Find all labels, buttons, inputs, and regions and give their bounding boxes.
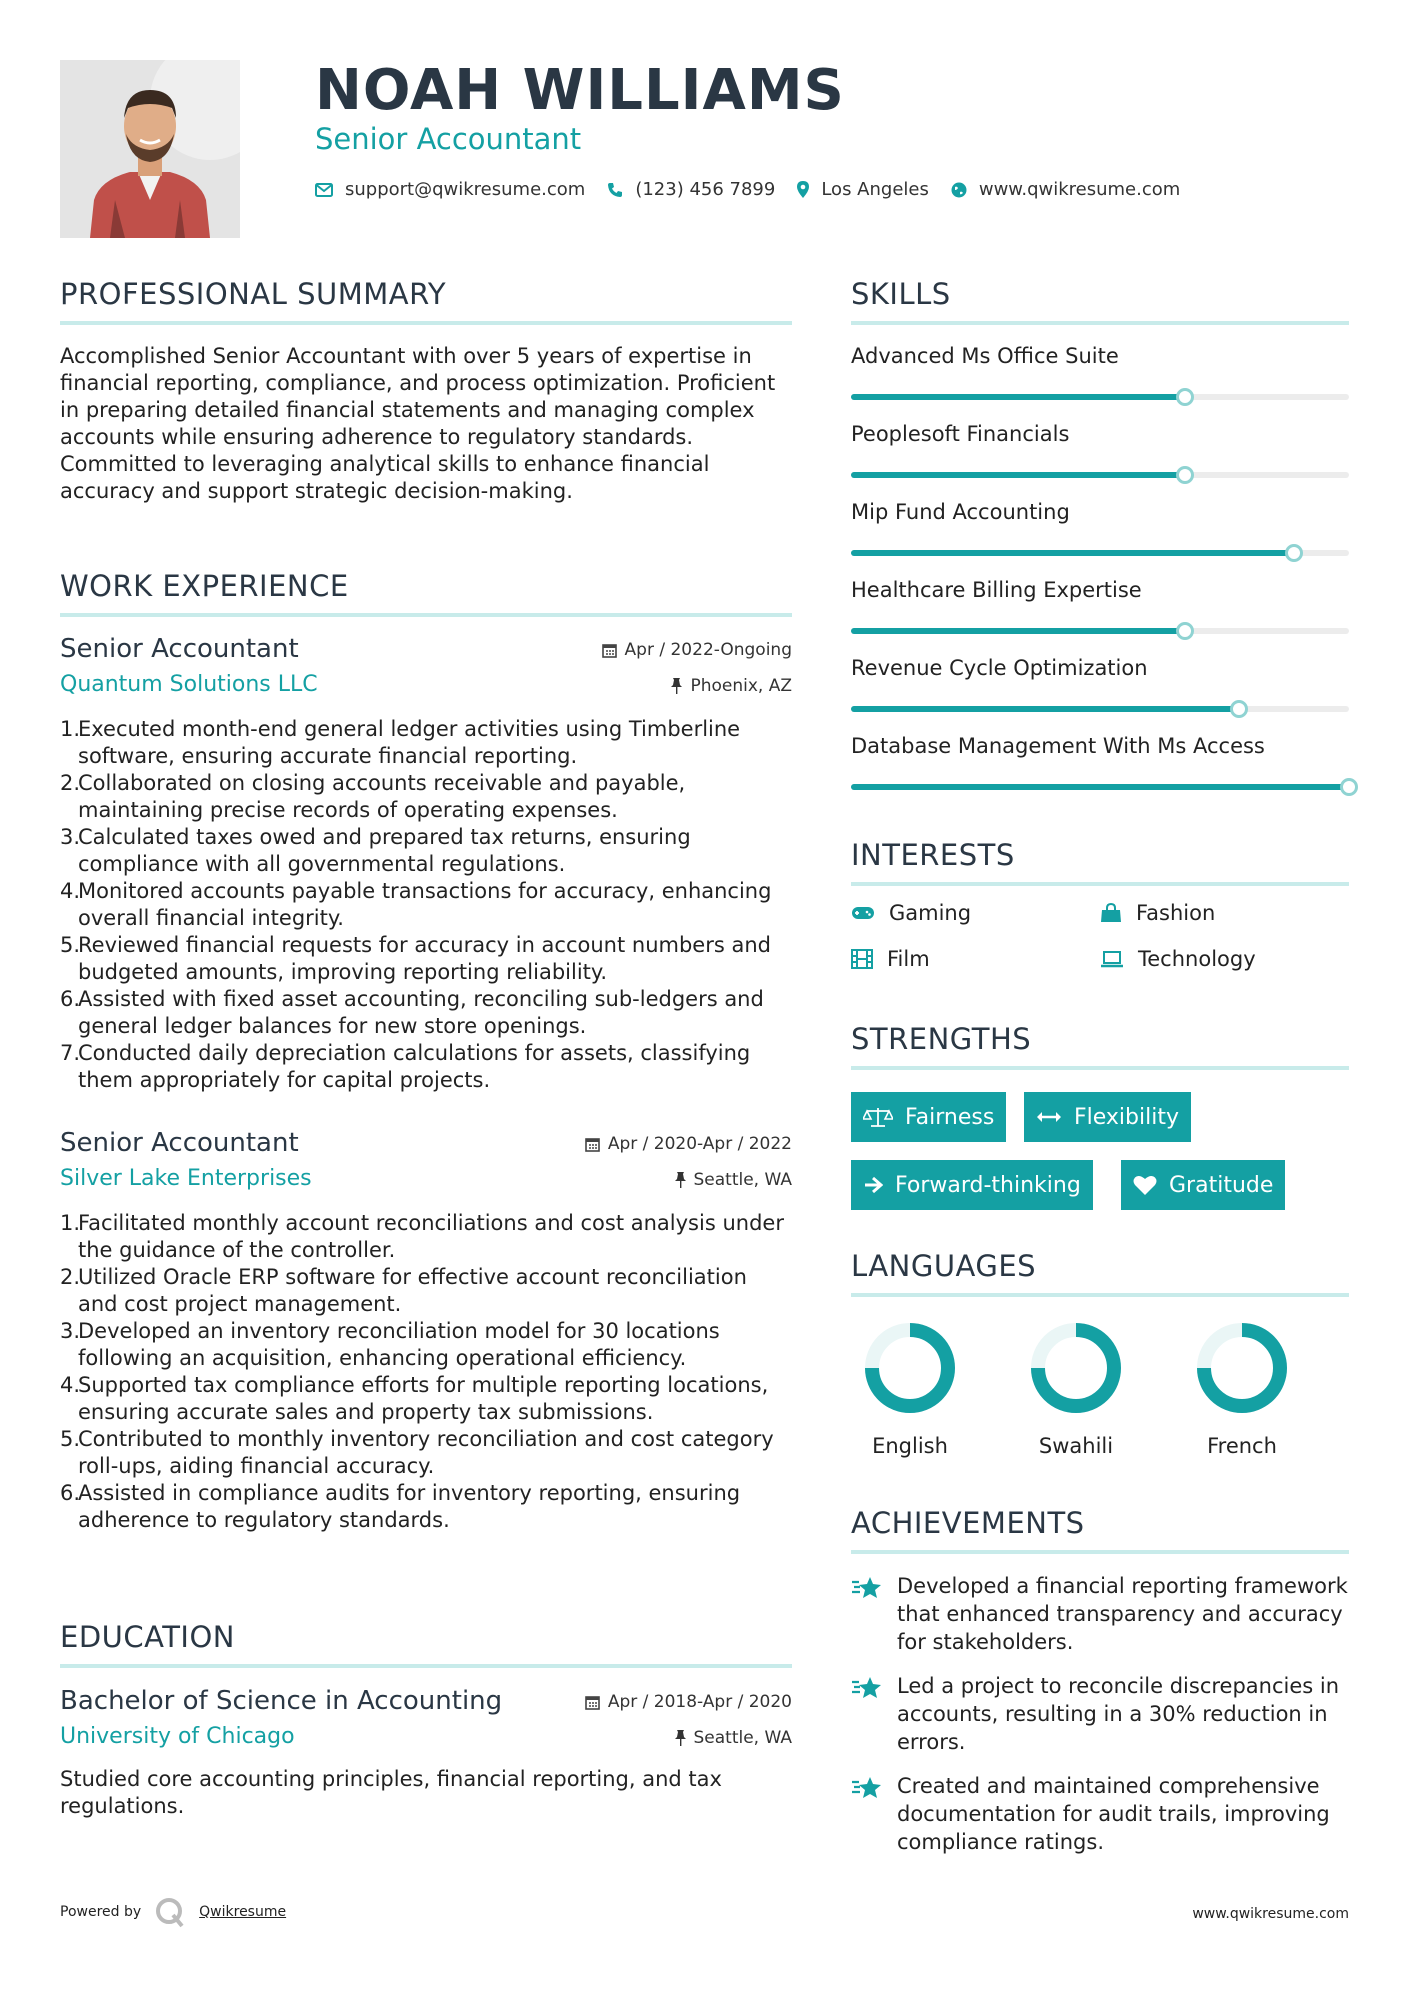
globe-icon (951, 182, 967, 198)
language-item (1021, 1318, 1131, 1458)
skill-item (851, 578, 1349, 602)
list-item: 6. Assisted with fixed asset accounting, reconciling sub-ledgers and general ledger balances for new store openings. (60, 987, 764, 1038)
strength-label: Fairness (905, 1104, 995, 1130)
language-label: English (872, 1434, 948, 1458)
achievement-text: Led a project to reconcile discrepancies in accounts, resulting in a 30% reduction in errors. (897, 1674, 1340, 1754)
job-company: Silver Lake Enterprises (60, 1166, 312, 1191)
skill-item (851, 734, 1349, 758)
pushpin-icon (675, 1172, 686, 1188)
summary-text: Accomplished Senior Accountant with over 5 years of expertise in financial reporting, compliance, and process optimization. Proficient in preparing detailed financial statements and managing complex accounts while ensuring adherence to regulatory standards. Committed to leveraging analytical skills to enhance financial accuracy and support strategic decision-making. (60, 344, 776, 503)
map-pin-icon (797, 181, 809, 198)
profile-photo (60, 60, 240, 238)
list-item: 4. Supported tax compliance efforts for multiple reporting locations, ensuring accurate sales and property tax submissions. (60, 1373, 769, 1424)
footer-website[interactable]: www.qwikresume.com (1192, 1906, 1349, 1922)
education-date-text: Apr / 2018-Apr / 2020 (607, 1692, 792, 1712)
strength-tag-fairness (851, 1092, 1006, 1142)
language-proficiency-ring (1026, 1318, 1126, 1418)
skill-bar-fill (851, 784, 1349, 790)
achievements-heading: ACHIEVEMENTS (851, 1506, 1349, 1554)
school-name: University of Chicago (60, 1724, 295, 1749)
interest-item-film (851, 947, 930, 971)
languages-heading: LANGUAGES (851, 1249, 1349, 1297)
skill-bar-knob (1285, 544, 1303, 562)
list-item: 3. Developed an inventory reconciliation model for 30 locations following an acquisition, enhancing operational efficiency. (60, 1319, 720, 1370)
job-location (675, 1170, 793, 1190)
shooting-star-icon (851, 1574, 883, 1600)
skill-bar-fill (851, 394, 1185, 400)
skill-bar-knob (1176, 466, 1194, 484)
candidate-name: NOAH WILLIAMS (315, 58, 845, 123)
strengths-heading: STRENGTHS (851, 1022, 1349, 1070)
qwikresume-logo-icon (153, 1895, 187, 1929)
skill-name: Peoplesoft Financials (851, 422, 1070, 446)
skill-bar (851, 394, 1349, 400)
interest-label: Fashion (1136, 901, 1216, 925)
list-item: 1. Executed month-end general ledger activities using Timberline software, ensuring accurate financial reporting. (60, 717, 741, 768)
pushpin-icon (671, 678, 682, 694)
education-location (675, 1728, 793, 1748)
list-item: 4. Monitored accounts payable transactions for accuracy, enhancing overall financial integrity. (60, 879, 772, 930)
skill-item (851, 656, 1349, 680)
achievement-item (851, 1572, 1349, 1656)
skill-item (851, 344, 1349, 368)
skill-name: Revenue Cycle Optimization (851, 656, 1148, 680)
phone-icon (607, 182, 623, 198)
footer-powered-by (60, 1895, 286, 1929)
interest-label: Technology (1138, 947, 1256, 971)
list-item: 2. Collaborated on closing accounts receivable and payable, maintaining precise records of operating expenses. (60, 771, 686, 822)
job-location-text: Phoenix, AZ (690, 676, 792, 696)
strengths-section (851, 1022, 1349, 1070)
calendar-icon (585, 1137, 600, 1152)
strength-tag-flexibility (1024, 1092, 1191, 1142)
contact-email[interactable] (315, 179, 585, 200)
skill-bar (851, 472, 1349, 478)
job-location-text: Seattle, WA (693, 1170, 792, 1190)
envelope-icon (315, 183, 333, 197)
skill-bar-fill (851, 550, 1294, 556)
list-item: 7. Conducted daily depreciation calculations for assets, classifying them appropriately for capital projects. (60, 1041, 751, 1092)
education-heading: EDUCATION (60, 1620, 792, 1668)
pushpin-icon (675, 1730, 686, 1746)
email-text: support@qwikresume.com (345, 179, 586, 200)
powered-by-text: Powered by (60, 1904, 142, 1920)
job-date (585, 1134, 792, 1154)
job-date-text: Apr / 2022-Ongoing (624, 640, 792, 660)
languages-section (851, 1249, 1349, 1297)
interest-item-fashion (1100, 901, 1215, 925)
skill-item (851, 422, 1349, 446)
contact-phone[interactable] (607, 179, 775, 200)
achievement-text: Developed a financial reporting framework that enhanced transparency and accuracy for stakeholders. (897, 1574, 1348, 1654)
contact-location (797, 179, 929, 200)
arrows-horizontal-icon (1036, 1110, 1062, 1124)
skill-name: Advanced Ms Office Suite (851, 344, 1119, 368)
achievement-text: Created and maintained comprehensive documentation for audit trails, improving compliance ratings. (897, 1774, 1330, 1854)
strength-tag-forward-thinking (851, 1160, 1093, 1210)
education-location-text: Seattle, WA (693, 1728, 792, 1748)
summary-section (60, 277, 792, 505)
list-item: 1. Facilitated monthly account reconciliations and cost analysis under the guidance of the controller. (60, 1211, 784, 1262)
summary-heading: PROFESSIONAL SUMMARY (60, 277, 792, 325)
language-label: French (1207, 1434, 1277, 1458)
achievement-item (851, 1672, 1349, 1756)
experience-heading: WORK EXPERIENCE (60, 569, 792, 617)
interests-heading: INTERESTS (851, 838, 1349, 886)
skill-item (851, 500, 1349, 524)
skill-bar-fill (851, 706, 1239, 712)
strength-label: Gratitude (1169, 1172, 1274, 1198)
interest-item-technology (1100, 947, 1256, 971)
skills-heading: SKILLS (851, 277, 1349, 325)
job-date (602, 640, 792, 660)
skill-bar (851, 784, 1349, 790)
job-role: Senior Accountant (60, 1128, 299, 1158)
laptop-icon (1100, 950, 1124, 968)
job-company: Quantum Solutions LLC (60, 672, 318, 697)
experience-section (60, 569, 792, 617)
heart-icon (1133, 1174, 1157, 1196)
list-item: 5. Reviewed financial requests for accuracy in account numbers and budgeted amounts, improving reporting reliability. (60, 933, 771, 984)
language-item (855, 1318, 965, 1458)
language-proficiency-ring (1192, 1318, 1292, 1418)
location-text: Los Angeles (821, 179, 929, 200)
film-icon (851, 949, 873, 969)
skills-section (851, 277, 1349, 325)
education-date (585, 1692, 792, 1712)
skill-bar (851, 706, 1349, 712)
list-item: 2. Utilized Oracle ERP software for effective account reconciliation and cost project management. (60, 1265, 747, 1316)
skill-bar (851, 628, 1349, 634)
education-section (60, 1620, 792, 1668)
list-item: 5. Contributed to monthly inventory reconciliation and cost category roll-ups, aiding financial accuracy. (60, 1427, 774, 1478)
achievement-item (851, 1772, 1349, 1856)
skill-bar-knob (1340, 778, 1358, 796)
shooting-star-icon (851, 1774, 883, 1800)
skill-bar-fill (851, 472, 1185, 478)
degree-title: Bachelor of Science in Accounting (60, 1686, 503, 1716)
skill-bar-knob (1176, 622, 1194, 640)
job-location (671, 676, 792, 696)
language-item (1187, 1318, 1297, 1458)
qwikresume-link[interactable]: Qwikresume (199, 1904, 287, 1920)
candidate-title: Senior Accountant (315, 122, 582, 156)
skill-bar (851, 550, 1349, 556)
calendar-icon (602, 643, 617, 658)
website-text: www.qwikresume.com (978, 179, 1181, 200)
job-duties-list (60, 716, 792, 1094)
calendar-icon (585, 1695, 600, 1710)
interests-section (851, 838, 1349, 886)
strength-label: Forward-thinking (895, 1172, 1081, 1198)
strength-tag-gratitude (1121, 1160, 1285, 1210)
shopping-bag-icon (1100, 903, 1122, 923)
skill-name: Database Management With Ms Access (851, 734, 1265, 758)
education-description: Studied core accounting principles, financial reporting, and tax regulations. (60, 1767, 722, 1818)
achievements-section (851, 1506, 1349, 1554)
job-entry-1 (60, 634, 792, 1094)
skill-bar-fill (851, 628, 1185, 634)
interest-label: Gaming (889, 901, 972, 925)
skill-bar-knob (1230, 700, 1248, 718)
list-item: 6. Assisted in compliance audits for inventory reporting, ensuring adherence to regulatory standards. (60, 1481, 741, 1532)
job-entry-2 (60, 1128, 792, 1534)
job-role: Senior Accountant (60, 634, 299, 664)
language-proficiency-ring (860, 1318, 960, 1418)
job-duties-list (60, 1210, 792, 1534)
contact-bar (315, 179, 1202, 200)
skill-name: Mip Fund Accounting (851, 500, 1070, 524)
interest-item-gaming (851, 901, 971, 925)
skill-name: Healthcare Billing Expertise (851, 578, 1142, 602)
shooting-star-icon (851, 1674, 883, 1700)
balance-scale-icon (863, 1106, 893, 1128)
education-entry (60, 1686, 792, 1820)
list-item: 3. Calculated taxes owed and prepared tax returns, ensuring compliance with all governmental regulations. (60, 825, 691, 876)
arrow-right-icon (863, 1176, 883, 1194)
strength-label: Flexibility (1074, 1104, 1179, 1130)
skill-bar-knob (1176, 388, 1194, 406)
contact-website[interactable] (951, 179, 1180, 200)
job-date-text: Apr / 2020-Apr / 2022 (607, 1134, 792, 1154)
interest-label: Film (887, 947, 930, 971)
gamepad-icon (851, 905, 875, 921)
phone-text: (123) 456 7899 (635, 179, 776, 200)
language-label: Swahili (1038, 1434, 1114, 1458)
